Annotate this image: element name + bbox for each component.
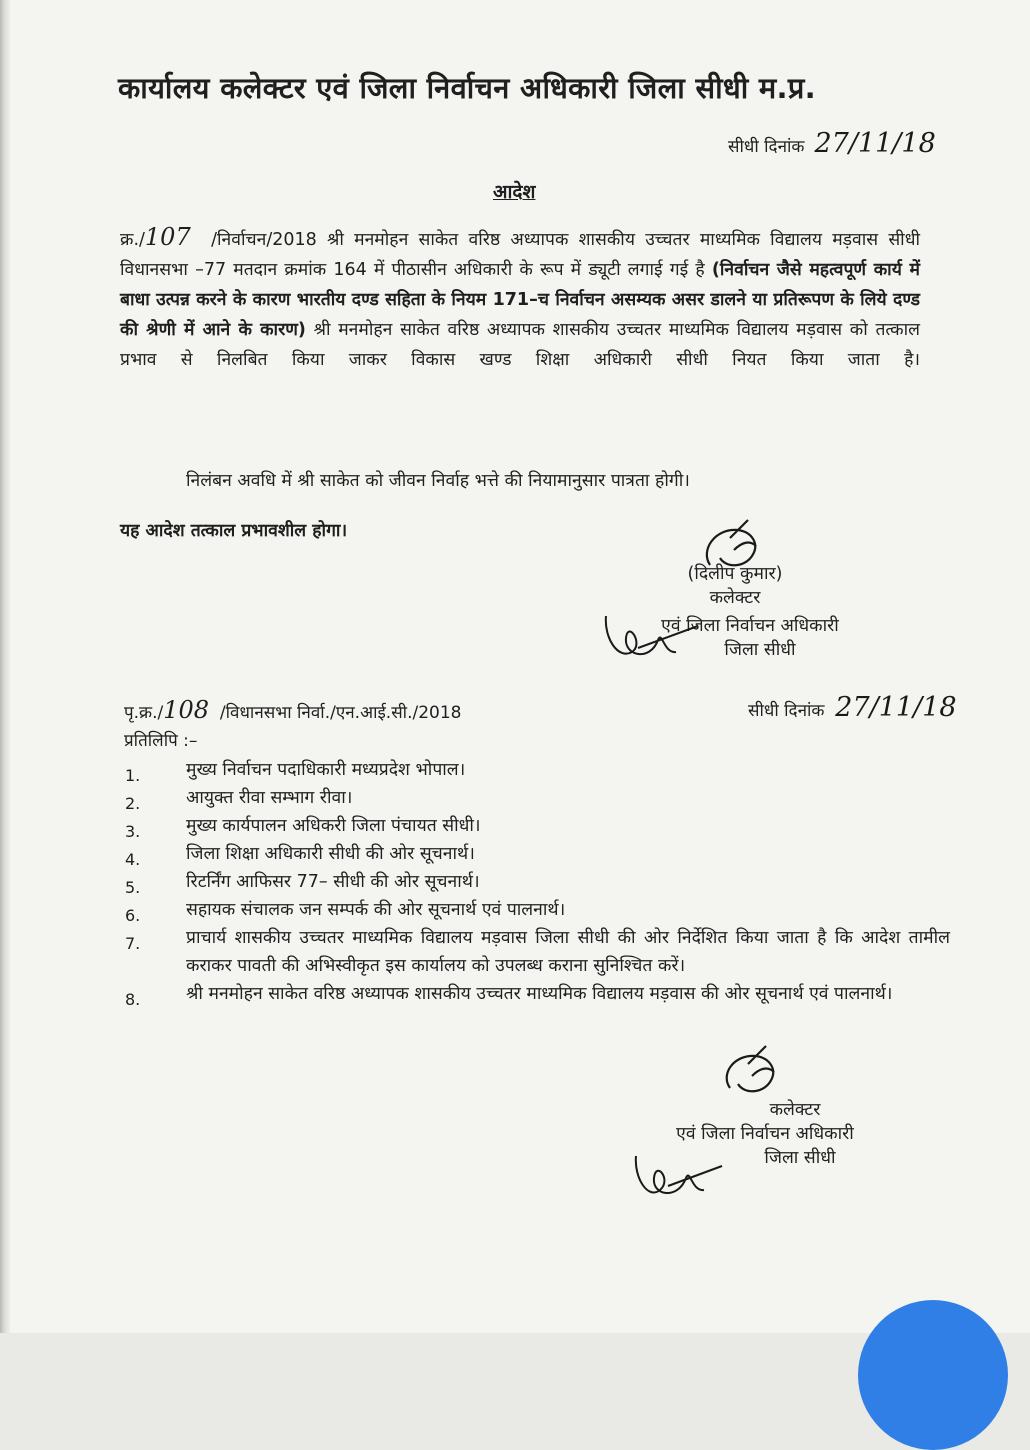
effective-immediately-text: यह आदेश तत्काल प्रभावशील होगा। (120, 521, 348, 541)
copy-to-item-text: रिटर्निंग आफिसर 77– सीधी की ओर सूचनार्थ। (186, 872, 480, 892)
copy-to-item (120, 980, 950, 1008)
copy-to-item-text: आयुक्त रीवा सम्भाग रीवा। (186, 788, 353, 808)
order-text-bold: (निर्वाचन जैसे महत्वपूर्ण कार्य में बाधा उत्पन्न करने के कारण भारतीय दण्ड सहिता के नियम 171–च निर्वाचन असम्यक असर डालने या प्रतिरूपण के लिये दण्ड की श्रेणी में आने के कारण) (120, 260, 920, 340)
copy-to-item (120, 812, 950, 840)
endorsement-ref-prefix: पृ.क्र./ (124, 703, 164, 723)
suspension-allowance-text: निलंबन अवधि में श्री साकेत को जीवन निर्वाह भत्ते की नियामानुसार पात्रता होगी। (186, 471, 690, 491)
endorsement-date (748, 692, 957, 723)
copy-to-item (120, 868, 950, 896)
copy-to-item-text: प्राचार्य शासकीय उच्चतर माध्यमिक विद्यालय मड़वास जिला सीधी की ओर निर्देशित किया जाता है कि आदेश तामील कराकर पावती की अभिस्वीकृत इस कार्यालय को उपलब्ध कराना सुनिश्चित करें। (186, 928, 950, 976)
signatory-designation-2: एवं जिला निर्वाचन अधिकारी (661, 616, 839, 636)
endorsement-ref-suffix: /विधानसभा निर्वा./एन.आई.सी./2018 (219, 703, 462, 723)
copy-to-item-text: मुख्य निर्वाचन पदाधिकारी मध्यप्रदेश भोपाल। (186, 760, 466, 780)
order-ref-prefix: क्र./ (120, 230, 145, 250)
endorsement-date-label: सीधी दिनांक (748, 701, 825, 721)
copy-to-item (120, 896, 950, 924)
copy-to-item-text: जिला शिक्षा अधिकारी सीधी की ओर सूचनार्थ। (186, 844, 475, 864)
endorsement-date-handwritten: 27/11/18 (835, 692, 957, 723)
signatory-place: जिला सीधी (724, 640, 796, 660)
order-date (728, 128, 936, 159)
order-date-label: सीधी दिनांक (728, 137, 805, 157)
copy-to-item-number: 6. (125, 906, 141, 925)
signature-mark-1b (598, 608, 708, 668)
signatory2-designation: कलेक्टर (769, 1100, 821, 1120)
copy-to-item-number: 7. (125, 934, 141, 953)
order-ref-suffix: /निर्वाचन/2018 (211, 230, 317, 250)
copy-to-item (120, 756, 950, 784)
copy-to-item-text: सहायक संचालक जन सम्पर्क की ओर सूचनार्थ एवं पालनार्थ। (186, 900, 566, 920)
copy-to-item-number: 4. (125, 850, 141, 869)
order-paragraph-main (120, 222, 920, 375)
copy-to-item (120, 840, 950, 868)
copy-to-item-number: 5. (125, 878, 141, 897)
copy-to-item-number: 1. (125, 766, 141, 785)
order-date-handwritten: 27/11/18 (814, 128, 936, 159)
order-ref-number: 107 (144, 223, 191, 251)
signatory-designation: कलेक्टर (709, 588, 761, 608)
signature-block-1 (650, 562, 820, 610)
order-heading: आदेश (493, 181, 536, 203)
endorsement-ref (124, 696, 461, 724)
signature-mark-2b (628, 1146, 728, 1206)
signatory2-place: जिला सीधी (764, 1148, 836, 1168)
endorsement-ref-number: 108 (163, 696, 210, 724)
copy-to-item-number: 2. (125, 794, 141, 813)
order-text-part2: श्री मनमोहन साकेत वरिष्ठ अध्यापक शासकीय उच्चतर माध्यमिक विद्यालय मड़वास को तत्काल प्रभाव से निलबित किया जाकर विकास खण्ड शिक्षा अधिकारी सीधी नियत किया जाता है। (120, 320, 920, 370)
order-text-part1: श्री मनमोहन साकेत वरिष्ठ अध्यापक शासकीय उच्चतर माध्यमिक विद्यालय मड़वास सीधी विधानसभा –77 मतदान क्रमांक 164 में पीठासीन अधिकारी के रूप में ड्यूटी लगाई गई है (120, 230, 920, 280)
signatory2-designation-2: एवं जिला निर्वाचन अधिकारी (676, 1124, 854, 1144)
copy-to-item-number: 8. (125, 990, 141, 1009)
signatory-name: (दिलीप कुमार) (687, 564, 783, 584)
corner-accent-circle (858, 1300, 1008, 1450)
copy-to-item-number: 3. (125, 822, 141, 841)
scanner-edge (0, 0, 10, 1333)
copy-to-item-text: श्री मनमोहन साकेत वरिष्ठ अध्यापक शासकीय उच्चतर माध्यमिक विद्यालय मड़वास की ओर सूचनार्थ एवं पालनार्थ। (186, 984, 893, 1004)
copy-to-list (120, 756, 950, 1008)
copy-to-item (120, 924, 950, 980)
copy-to-item (120, 784, 950, 812)
copy-to-item-text: मुख्य कार्यपालन अधिकरी जिला पंचायत सीधी। (186, 816, 481, 836)
copy-to-label: प्रतिलिपि :– (124, 731, 198, 751)
office-title: कार्यालय कलेक्टर एवं जिला निर्वाचन अधिकारी जिला सीधी म.प्र. (118, 71, 816, 105)
